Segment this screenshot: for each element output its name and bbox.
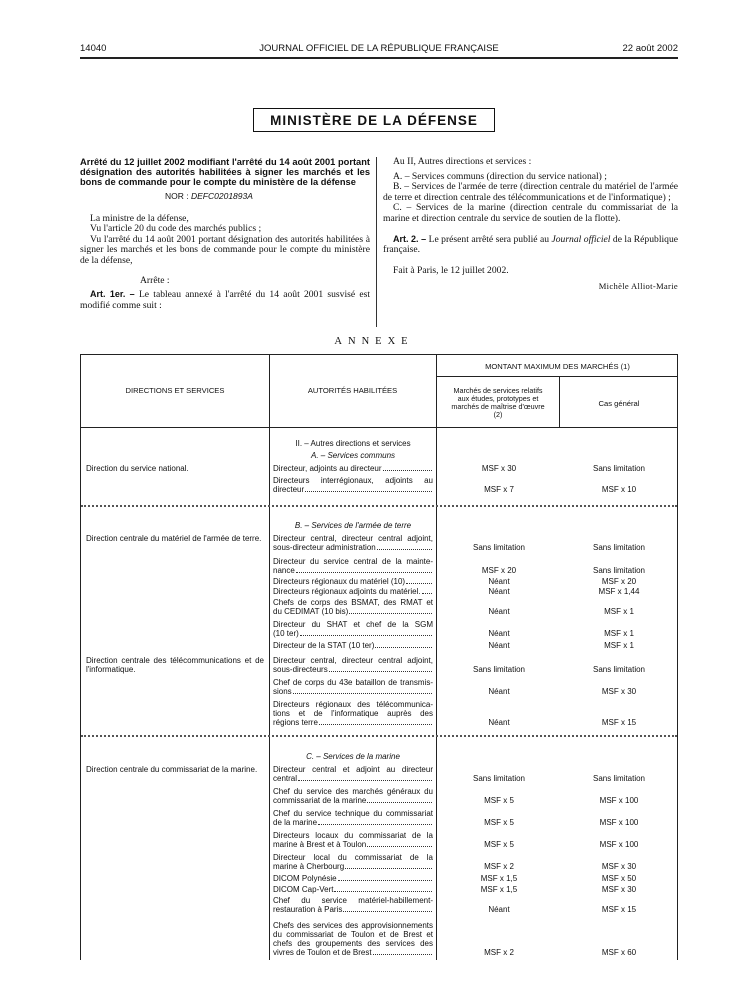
authority-line [273, 665, 433, 674]
amount-general: MSF x 30 [601, 862, 637, 871]
amount-general: MSF x 1 [604, 641, 634, 650]
dot-leader [373, 948, 432, 955]
dot-leader [345, 862, 432, 869]
section-C-heading: C. – Services de la marine [306, 752, 400, 761]
amount-etudes: MSF x 1,5 [480, 874, 518, 883]
dot-leader [383, 464, 433, 471]
paragraph-A: A. – Services communs (direction du service national) ; [393, 170, 607, 182]
amount-etudes: MSF x 5 [484, 796, 514, 805]
amount-etudes: Néant [488, 629, 510, 638]
amount-etudes: MSF x 20 [481, 566, 517, 575]
th-sub-etudes: Marchés de services relatifs aux études, prototypes et marchés de maîtrise d'œuvre (2) [451, 386, 545, 419]
col-divider-1 [269, 355, 270, 960]
authority-line: Directeurs interrégionaux, adjoints au [273, 476, 433, 485]
amount-general: MSF x 100 [599, 818, 639, 827]
dot-leader [343, 905, 432, 912]
section-A-heading: A. – Services communs [310, 451, 396, 460]
amount-etudes: Néant [488, 587, 510, 596]
th-autorites: AUTORITÉS HABILITÉES [307, 386, 398, 395]
authority-line [273, 587, 433, 596]
amount-general: MSF x 15 [601, 718, 637, 727]
dot-leader [300, 629, 432, 636]
left-column [80, 157, 370, 311]
direction-B1: Direction centrale du matériel de l'armée de terre. [86, 534, 262, 543]
authority-text: de la marine [273, 818, 318, 827]
amount-general: MSF x 30 [601, 885, 637, 894]
authority-text: sous-directeurs [273, 665, 328, 674]
authority-text: (10 ter) [273, 629, 299, 638]
amount-etudes: Néant [488, 577, 510, 586]
authority-line: Chefs de corps des BSMAT, des RMAT et [273, 598, 433, 607]
amount-etudes: Néant [488, 641, 510, 650]
dot-leader [318, 818, 432, 825]
authority-text: nance [273, 566, 295, 575]
authority-cell [273, 700, 433, 727]
amount-etudes: MSF x 2 [484, 862, 514, 871]
dot-leader [367, 796, 432, 803]
authority-cell [273, 641, 433, 650]
authority-line [273, 862, 433, 871]
authority-line [273, 840, 433, 849]
dot-leader [305, 485, 432, 492]
amount-general: MSF x 1,44 [598, 587, 640, 596]
authority-line: Directeur local du commissariat de la [273, 853, 433, 862]
authority-cell [273, 896, 433, 914]
authority-line [273, 641, 433, 650]
arrete-word: Arrête : [140, 274, 170, 286]
amount-etudes: Néant [488, 687, 510, 696]
authority-line: du commissariat de Toulon et de Brest et [273, 930, 433, 939]
authority-cell [273, 476, 433, 494]
col-divider-2 [436, 355, 437, 960]
amount-general: MSF x 1 [604, 607, 634, 616]
issue-date: 22 août 2002 [622, 43, 678, 54]
article-2 [383, 234, 678, 256]
amount-etudes: Sans limitation [472, 774, 526, 783]
authority-cell [273, 853, 433, 871]
authority-line [273, 718, 433, 727]
amount-general: Sans limitation [592, 464, 646, 473]
amount-general: Sans limitation [592, 774, 646, 783]
dot-leader [367, 840, 432, 847]
dot-leader [319, 718, 432, 725]
authority-text: directeur [273, 485, 305, 494]
ministry-heading: MINISTÈRE DE LA DÉFENSE [253, 108, 495, 132]
authority-text: restauration à Paris [273, 905, 343, 914]
authority-line [273, 566, 433, 575]
authority-line [273, 577, 433, 586]
authority-line [273, 948, 433, 957]
amount-general: MSF x 20 [601, 577, 637, 586]
authority-text: commissariat de la marine [273, 796, 367, 805]
signature: Michèle Alliot-Marie [598, 281, 678, 292]
authority-line [273, 687, 433, 696]
dot-leader [293, 687, 432, 694]
authority-cell [273, 598, 433, 616]
direction-B2: Direction centrale des télécommunications et de l'informatique. [86, 656, 264, 674]
section-divider-B [81, 735, 677, 737]
running-header [80, 43, 678, 57]
authority-line: Directeur du service central de la mainte- [273, 557, 433, 566]
th-sub-general: Cas général [598, 399, 640, 408]
authority-line: Directeur du SHAT et chef de la SGM [273, 620, 433, 629]
authority-text: DICOM Polynésie [273, 874, 337, 883]
dot-leader [349, 607, 432, 614]
authority-text: Directeur de la STAT (10 ter) [273, 641, 375, 650]
authority-cell [273, 765, 433, 783]
authority-cell [273, 577, 433, 586]
authority-cell [273, 921, 433, 957]
article-1-text: Le tableau annexé à l'arrêté du 14 août 2001 susvisé est modifié comme suit : [80, 289, 370, 311]
amount-general: Sans limitation [592, 543, 646, 552]
authority-text: DICOM Cap-Vert [273, 885, 334, 894]
amount-general: MSF x 15 [601, 905, 637, 914]
amount-general: MSF x 60 [601, 948, 637, 957]
section-II-heading: II. – Autres directions et services [295, 439, 411, 448]
article-2-text-b: Journal officiel [551, 233, 611, 245]
authority-line: Chef du service des marchés généraux du [273, 787, 433, 796]
authority-text: régions terre [273, 718, 318, 727]
authority-line: Chefs des services des approvisionnements [273, 921, 433, 930]
article-1 [80, 289, 370, 311]
authority-text: sous-directeur administration [273, 543, 376, 552]
th-montant: MONTANT MAXIMUM DES MARCHÉS (1) [485, 362, 630, 371]
authority-text: central [273, 774, 298, 783]
paragraph-vu-2: Vu l'arrêté du 14 août 2001 portant désignation des autorités habilitées à signer les marchés et les bons de commande pour le compte du ministère de la défense, [80, 233, 370, 266]
authority-line [273, 818, 433, 827]
authority-cell [273, 464, 433, 473]
article-2-text-a: Le présent arrêté sera publié au [428, 233, 549, 245]
column-separator [376, 157, 377, 327]
authority-line [273, 874, 433, 883]
section-B-heading: B. – Services de l'armée de terre [294, 521, 412, 530]
amount-etudes: MSF x 1,5 [480, 885, 518, 894]
th-directions: DIRECTIONS ET SERVICES [125, 386, 225, 395]
authority-cell [273, 678, 433, 696]
authority-cell [273, 831, 433, 849]
authority-cell [273, 620, 433, 638]
section-divider-A [81, 505, 677, 507]
authority-line [273, 905, 433, 914]
authority-line: Chef du service matériel-habillement- [273, 896, 433, 905]
amount-etudes: MSF x 5 [484, 818, 514, 827]
authority-cell [273, 557, 433, 575]
amount-general: MSF x 30 [601, 687, 637, 696]
nor-reference [165, 191, 370, 202]
authority-line: Directeurs régionaux des télécommunica- [273, 700, 433, 709]
amount-general: MSF x 100 [599, 840, 639, 849]
amount-etudes: MSF x 7 [484, 485, 514, 494]
authority-text: vivres de Toulon et de Brest [273, 948, 372, 957]
amount-general: MSF x 50 [601, 874, 637, 883]
authority-text: Directeur, adjoints au directeur [273, 464, 382, 473]
paragraph-C: C. – Services de la marine (direction centrale du commissariat de la marine et direction centrale du service de soutien de la flotte). [383, 202, 678, 224]
header-bottom-rule [81, 427, 677, 428]
article-2-text-c: de la République française. [383, 233, 679, 256]
direction-C: Direction centrale du commissariat de la marine. [86, 765, 258, 774]
dot-leader [334, 885, 432, 892]
article-1-label: Art. 1er. – [90, 289, 135, 300]
authority-line: Directeur central, directeur central adjoint, [273, 656, 433, 665]
authority-line [273, 543, 433, 552]
authority-line: Directeur central et adjoint au directeur [273, 765, 433, 774]
journal-title: JOURNAL OFFICIEL DE LA RÉPUBLIQUE FRANÇAISE [259, 43, 499, 54]
authority-line [273, 629, 433, 638]
dot-leader [406, 577, 432, 584]
amount-etudes: Néant [488, 607, 510, 616]
amount-etudes: Sans limitation [472, 543, 526, 552]
authority-line: Directeurs locaux du commissariat de la [273, 831, 433, 840]
authority-cell [273, 809, 433, 827]
direction-A: Direction du service national. [86, 464, 189, 473]
amount-etudes: MSF x 2 [484, 948, 514, 957]
amount-etudes: MSF x 5 [484, 840, 514, 849]
fait-a-paris: Fait à Paris, le 12 juillet 2002. [393, 264, 509, 276]
dot-leader [375, 641, 432, 648]
authority-line [273, 607, 433, 616]
authority-text: marine à Cherbourg [273, 862, 345, 871]
header-rule [80, 57, 678, 59]
paragraph-au-II: Au II, Autres directions et services : [393, 156, 532, 167]
authority-text: du CEDIMAT (10 bis) [273, 607, 349, 616]
dot-leader [338, 874, 432, 881]
authority-cell [273, 656, 433, 674]
dot-leader [298, 774, 432, 781]
authority-cell [273, 534, 433, 552]
nor-code: DEFC0201893A [191, 191, 253, 201]
annexe-table [80, 354, 678, 960]
dot-leader [377, 543, 432, 550]
authority-line [273, 464, 433, 473]
annexe-title: ANNEXE [334, 336, 414, 347]
amount-etudes: Sans limitation [472, 665, 526, 674]
right-column [383, 157, 678, 292]
amount-general: MSF x 1 [604, 629, 634, 638]
authority-text: sions [273, 687, 292, 696]
amount-etudes: Néant [488, 905, 510, 914]
amount-general: Sans limitation [592, 566, 646, 575]
paragraph-vu-1: Vu l'article 20 du code des marchés publics ; [90, 223, 262, 235]
authority-line [273, 796, 433, 805]
page-number: 14040 [80, 43, 107, 54]
paragraph-B: B. – Services de l'armée de terre (direction centrale du matériel de l'armée de terre et direction centrale des télécommunications et de l'informatique) ; [383, 181, 678, 203]
amount-etudes: Néant [488, 718, 510, 727]
authority-line [273, 485, 433, 494]
authority-line [273, 885, 433, 894]
authority-line: tions et de l'informatique auprès des [273, 709, 433, 718]
arrete-title: Arrêté du 12 juillet 2002 modifiant l'arrêté du 14 août 2001 portant désignation des autorités habilitées à signer les marchés et les bons de commande pour le compte du ministère de la défense [80, 157, 370, 187]
authority-cell [273, 874, 433, 883]
nor-label: NOR : [165, 191, 189, 201]
authority-line: Directeur central, directeur central adjoint, [273, 534, 433, 543]
authority-cell [273, 787, 433, 805]
dot-leader [296, 566, 432, 573]
authority-cell [273, 885, 433, 894]
authority-line: chefs des groupements des services des [273, 939, 433, 948]
authority-text: marine à Brest et à Toulon [273, 840, 367, 849]
authority-text: Directeurs régionaux du matériel (10) [273, 577, 406, 586]
amount-etudes: MSF x 30 [481, 464, 517, 473]
paragraph-minister: La ministre de la défense, [90, 212, 189, 224]
article-2-label: Art. 2. – [393, 233, 427, 244]
authority-line [273, 774, 433, 783]
authority-line: Chef de corps du 43e bataillon de transmis- [273, 678, 433, 687]
dot-leader [329, 665, 432, 672]
authority-cell [273, 587, 433, 596]
amount-general: MSF x 10 [601, 485, 637, 494]
dot-leader [422, 587, 432, 594]
amount-general: MSF x 100 [599, 796, 639, 805]
authority-text: Directeurs régionaux adjoints du matériel. [273, 587, 421, 596]
header-subrule [436, 376, 677, 377]
amount-general: Sans limitation [592, 665, 646, 674]
authority-line: Chef du service technique du commissariat [273, 809, 433, 818]
